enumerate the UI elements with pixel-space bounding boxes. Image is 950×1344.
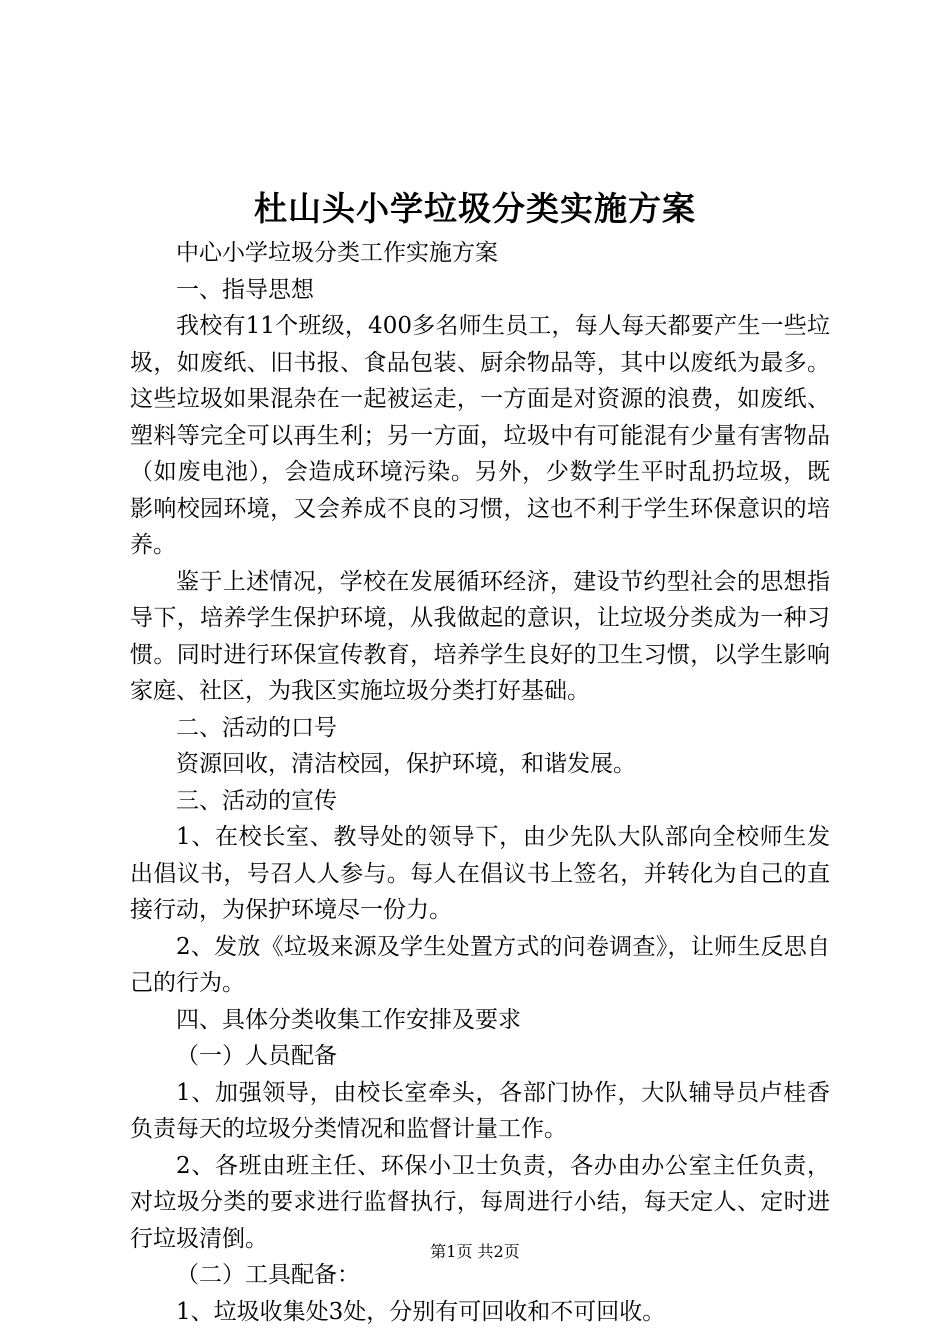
subsection-heading: （二）工具配备： (176, 1262, 360, 1288)
page-footer: 第1页 共2页 (430, 1242, 520, 1261)
body-paragraph: 2、各班由班主任、环保小卫士负责，各办由办公室主任负责，对垃圾分类的要求进行监督执行，每周进行小结，每天定人、定时进行垃圾清倒。 (130, 1152, 830, 1252)
subsection-heading: （一）人员配备 (176, 1043, 337, 1069)
section-heading: 一、指导思想 (176, 276, 314, 303)
body-paragraph: 资源回收，清洁校园，保护环境，和谐发展。 (176, 751, 636, 777)
section-heading: 二、活动的口号 (176, 714, 337, 741)
body-paragraph: 2、发放《垃圾来源及学生处置方式的问卷调查》，让师生反思自己的行为。 (130, 933, 830, 996)
body-paragraph: 1、垃圾收集处3处，分别有可回收和不可回收。 (176, 1298, 666, 1325)
subtitle-paragraph: 中心小学垃圾分类工作实施方案 (176, 240, 498, 266)
body-paragraph: 鉴于上述情况，学校在发展循环经济，建设节约型社会的思想指导下，培养学生保护环境，从我做起的意识，让垃圾分类成为一种习惯。同时进行环保宣传教育，培养学生良好的卫生习惯，以学生影响家庭、社区，为我区实施垃圾分类打好基础。 (130, 568, 830, 704)
body-paragraph: 我校有11个班级，400多名师生员工，每人每天都要产生一些垃圾，如废纸、旧书报、食品包装、厨余物品等，其中以废纸为最多。这些垃圾如果混杂在一起被运走，一方面是对资源的浪费，如废纸、塑料等完全可以再生利；另一方面，垃圾中有可能混有少量有害物品（如废电池），会造成环境污染。另外，少数学生平时乱扔垃圾，既影响校园环境，又会养成不良的习惯，这也不利于学生环保意识的培养。 (130, 313, 830, 558)
document-body (130, 235, 830, 1330)
section-heading: 四、具体分类收集工作安排及要求 (176, 1006, 521, 1033)
section-heading: 三、活动的宣传 (176, 787, 337, 814)
body-paragraph: 1、在校长室、教导处的领导下，由少先队大队部向全校师生发出倡议书，号召人人参与。每人在倡议书上签名，并转化为自己的直接行动，为保护环境尽一份力。 (130, 824, 830, 923)
document-title: 杜山头小学垃圾分类实施方案 (254, 189, 696, 228)
body-paragraph: 1、加强领导，由校长室牵头，各部门协作，大队辅导员卢桂香负责每天的垃圾分类情况和监督计量工作。 (130, 1079, 830, 1142)
